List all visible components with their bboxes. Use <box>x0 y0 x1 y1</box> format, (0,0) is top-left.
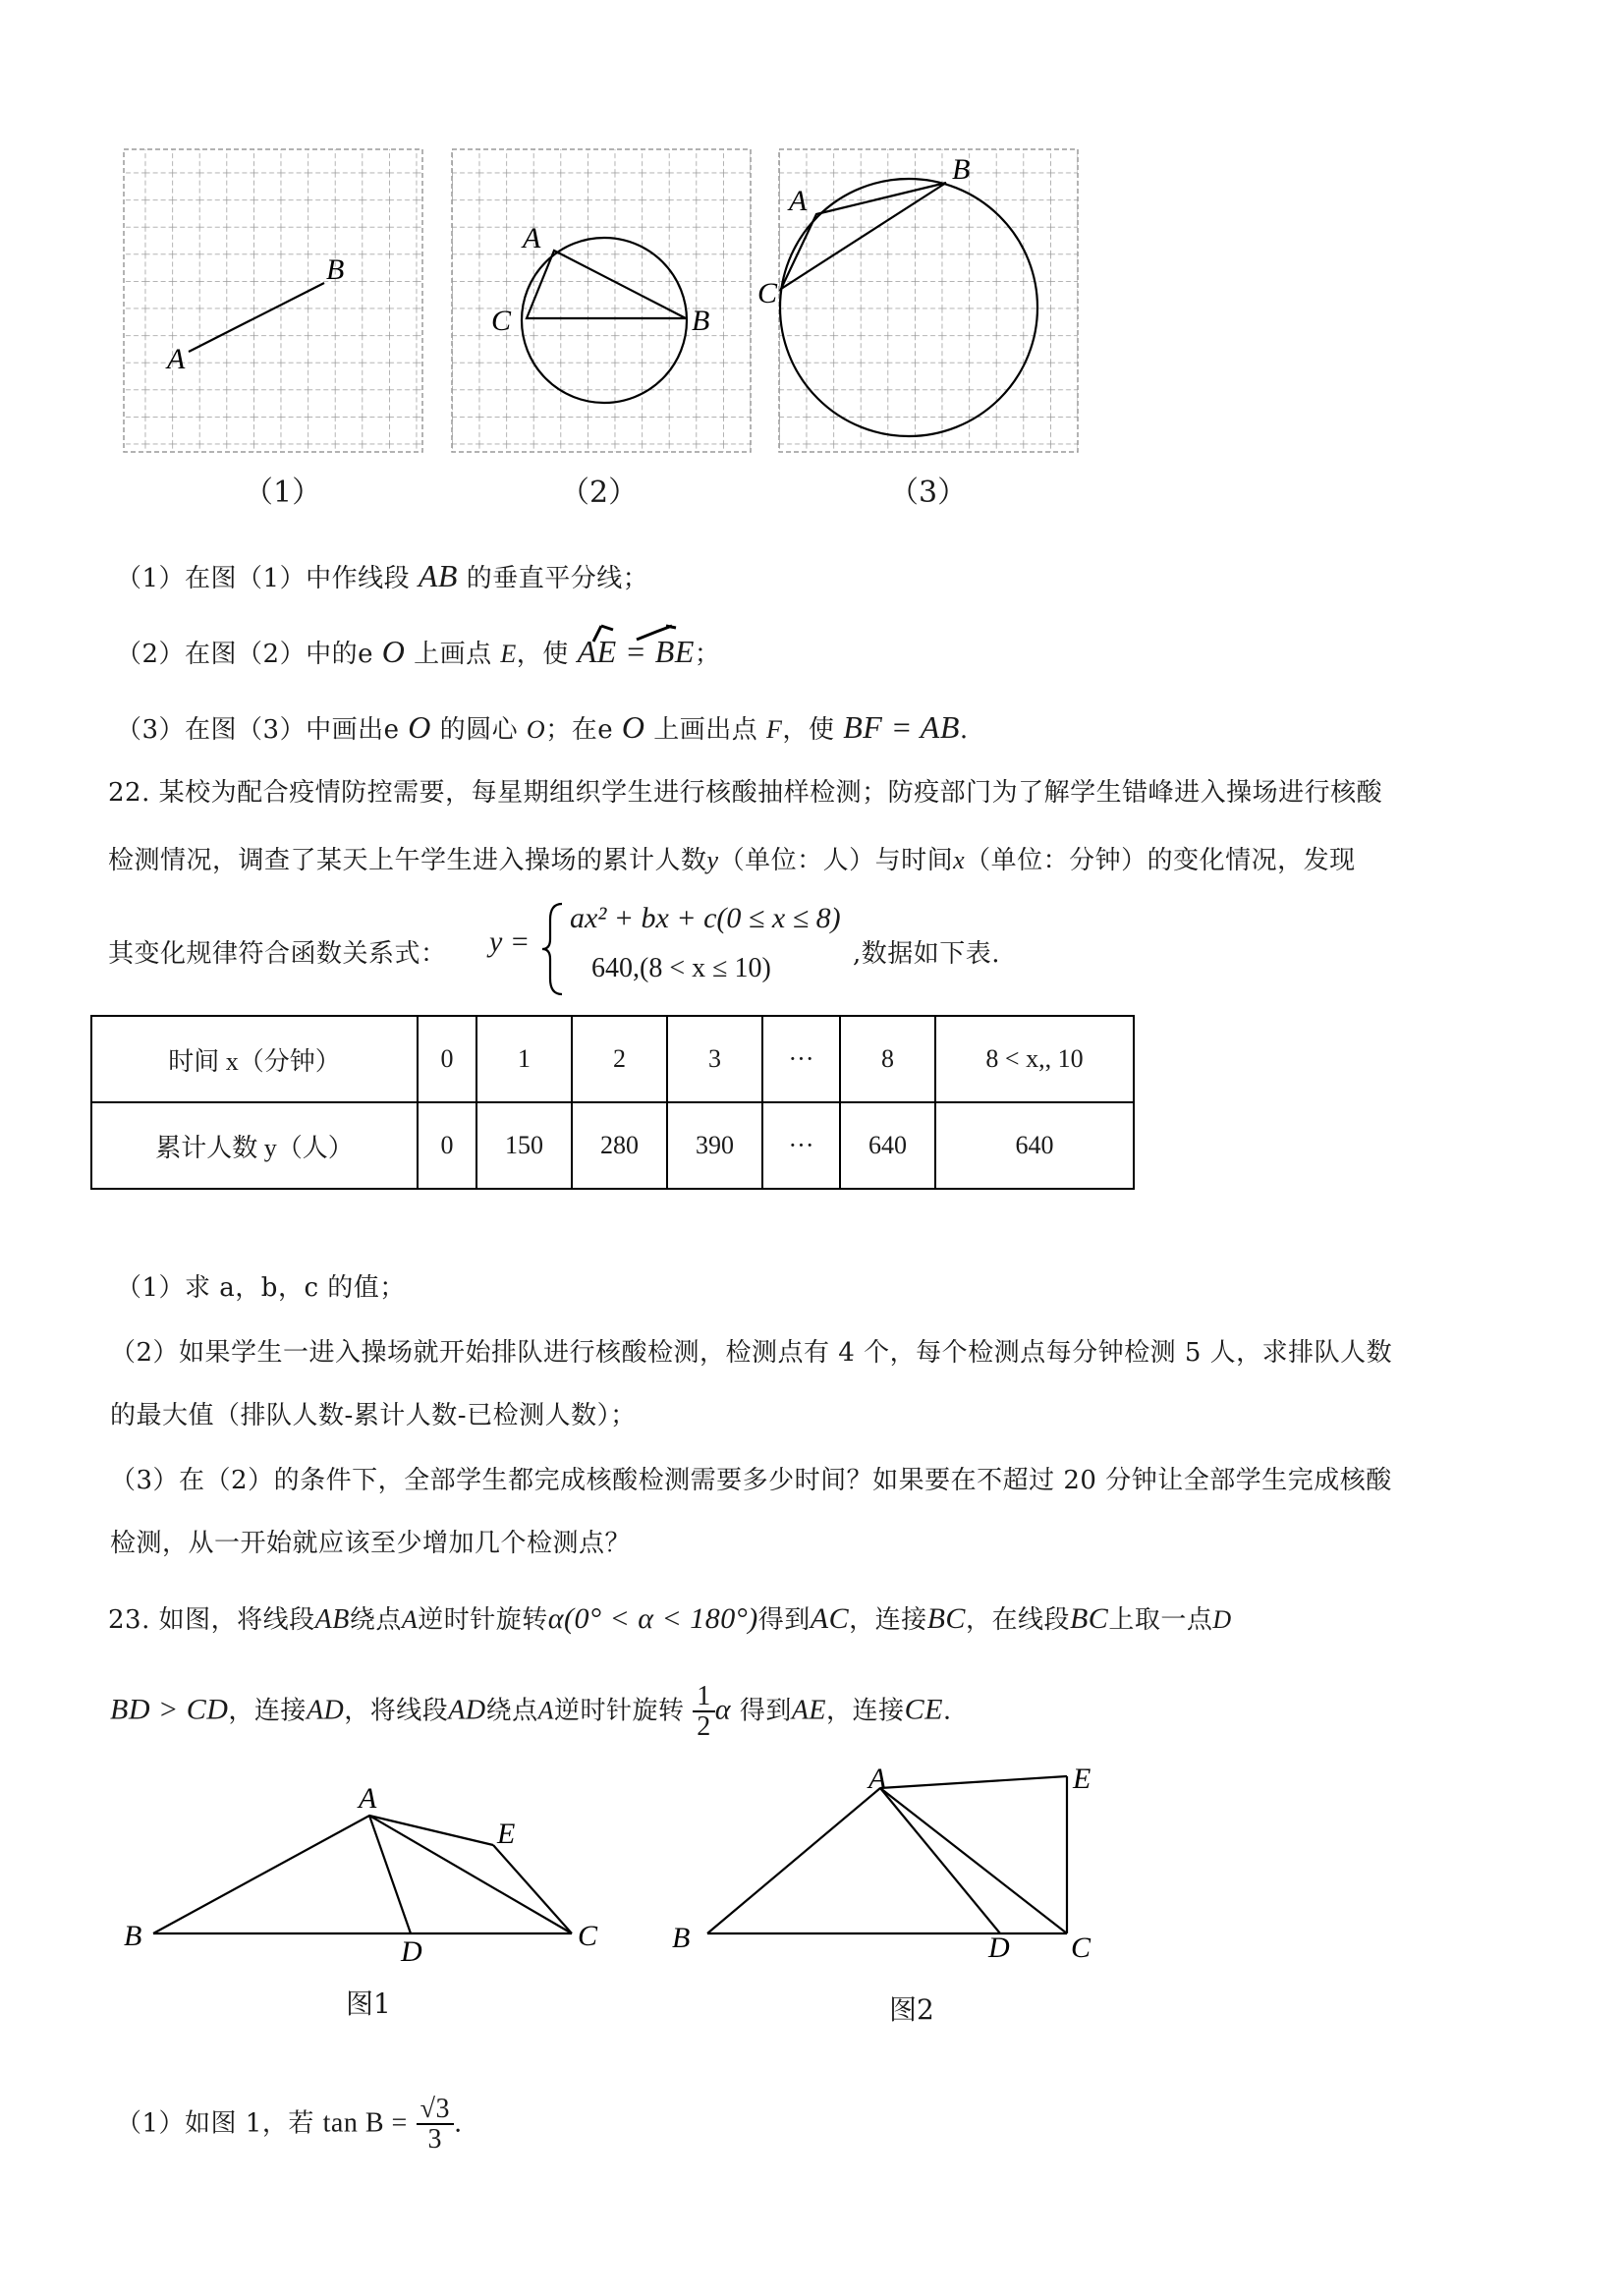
q22-line3-post: ,数据如下表. <box>853 939 1001 969</box>
grid-figure-1 <box>124 149 422 452</box>
table-cell: 280 <box>572 1102 667 1189</box>
table-cell: 640 <box>935 1102 1134 1189</box>
q23-line1: 23. 如图，将线段AB绕点A逆时针旋转α(0° < α < 180°)得到AC，连接BC，在线段BC上取一点D <box>108 1602 1232 1635</box>
q22-part2-line1: （2）如果学生一进入操场就开始排队进行核酸检测，检测点有 4 个，每个检测点每分钟检测 5 人，求排队人数 <box>110 1338 1393 1368</box>
table-cell: 0 <box>418 1016 476 1102</box>
arc-marks <box>578 622 725 647</box>
table-row <box>91 1102 1134 1189</box>
table-cell: 8 < x,, 10 <box>935 1016 1134 1102</box>
table-cell: 0 <box>418 1102 476 1189</box>
table-cell: ··· <box>762 1016 840 1102</box>
point-e-label: E <box>1073 1763 1091 1795</box>
figure-1-diagram <box>118 1768 629 1968</box>
segment-ae <box>880 1776 1067 1788</box>
q22-line1: 22. 某校为配合疫情防控需要，每星期组织学生进行核酸抽样检测；防疫部门为了解学生错峰进入操场进行核酸 <box>108 778 1383 808</box>
point-b-label: B <box>672 1922 691 1954</box>
q21-part3: （3）在图（3）中画出e O 的圆心 O；在e O 上画出点 F，使 BF = AB. <box>116 709 969 745</box>
table-cell: ··· <box>762 1102 840 1189</box>
q22-line3-pre: 其变化规律符合函数关系式： <box>108 939 447 969</box>
segment-ad <box>880 1788 1000 1933</box>
caption-figure-1: （1） <box>244 476 322 510</box>
table-row <box>91 1016 1134 1102</box>
q21-part2: （2）在图（2）中的e O 上画点 E，使 AE = BE； <box>116 634 720 670</box>
table-cell: 2 <box>572 1016 667 1102</box>
piecewise-case-2: 640,(8 < x ≤ 10) <box>591 953 771 983</box>
segment-ac <box>880 1788 1067 1933</box>
point-a-label: A <box>789 185 808 217</box>
q22-part1: （1）求 a，b，c 的值； <box>116 1273 406 1303</box>
table-cell: 150 <box>476 1102 572 1189</box>
q21-part1: （1）在图（1）中作线段 AB 的垂直平分线； <box>116 558 649 593</box>
point-b-label: B <box>952 153 971 186</box>
point-a-label: A <box>868 1763 887 1795</box>
segment-ad <box>369 1816 411 1933</box>
table-cell: 8 <box>840 1016 935 1102</box>
caption-figure-3: （3） <box>889 476 968 510</box>
point-c-label: C <box>578 1920 598 1952</box>
arc-equation: AE = BE <box>578 634 695 670</box>
table-cell: 3 <box>667 1016 762 1102</box>
point-a-label: A <box>359 1782 377 1815</box>
caption-figure-2: （2） <box>560 476 639 510</box>
point-d-label: D <box>401 1935 422 1968</box>
figure-2-caption: 图2 <box>889 1993 934 2026</box>
data-table <box>90 1015 1135 1190</box>
segment-ae <box>369 1816 493 1845</box>
point-c-label: C <box>1071 1932 1091 1964</box>
point-b-label: B <box>326 253 345 286</box>
point-d-label: D <box>988 1932 1010 1964</box>
function-y: y = <box>489 925 531 958</box>
q22-line2: 检测情况，调查了某天上午学生进入操场的累计人数y（单位：人）与时间x（单位：分钟）的变化情况，发现 <box>108 846 1356 875</box>
piecewise-case-1: ax² + bx + c(0 ≤ x ≤ 8) <box>570 902 841 934</box>
table-cell: 累计人数 y（人） <box>91 1102 418 1189</box>
grid-figure-3 <box>757 149 1078 452</box>
table-cell: 640 <box>840 1102 935 1189</box>
table-cell: 390 <box>667 1102 762 1189</box>
q23-part1: （1）如图 1，若 tan B = $\frac{√3}{3}$ . <box>116 2094 463 2156</box>
q22-part2-line2: 的最大值（排队人数-累计人数-已检测人数）； <box>110 1401 637 1430</box>
q22-part3-line1: （3）在（2）的条件下，全部学生都完成核酸检测需要多少时间？如果要在不超过 20 分钟让全部学生完成核酸 <box>110 1466 1392 1495</box>
piecewise-brace <box>540 900 568 998</box>
table-cell: 1 <box>476 1016 572 1102</box>
point-e-label: E <box>497 1818 516 1850</box>
point-a-label: A <box>523 222 541 254</box>
half-fraction: $\frac{1}{2}$ <box>693 1682 715 1742</box>
point-c-label: C <box>491 305 512 337</box>
sqrt3-over-3: $\frac{√3}{3}$ <box>417 2095 454 2155</box>
figure-2-diagram <box>668 1759 1140 1964</box>
q22-part3-line2: 检测，从一开始就应该至少增加几个检测点？ <box>110 1529 632 1558</box>
point-b-label: B <box>124 1920 142 1952</box>
figure-1-caption: 图1 <box>346 1988 391 2020</box>
segment-ce <box>493 1845 572 1933</box>
segment-ab <box>707 1788 880 1933</box>
grid-figure-2 <box>452 149 751 452</box>
q23-line2: BD > CD，连接AD，将线段AD绕点A逆时针旋转 $\frac{1}{2}$ α 得到AE，连接CE. <box>110 1681 952 1743</box>
point-c-label: C <box>757 277 778 309</box>
point-a-label: A <box>167 343 186 375</box>
table-cell: 时间 x（分钟） <box>91 1016 418 1102</box>
point-b-label: B <box>692 305 710 337</box>
top-figures <box>118 145 1100 462</box>
